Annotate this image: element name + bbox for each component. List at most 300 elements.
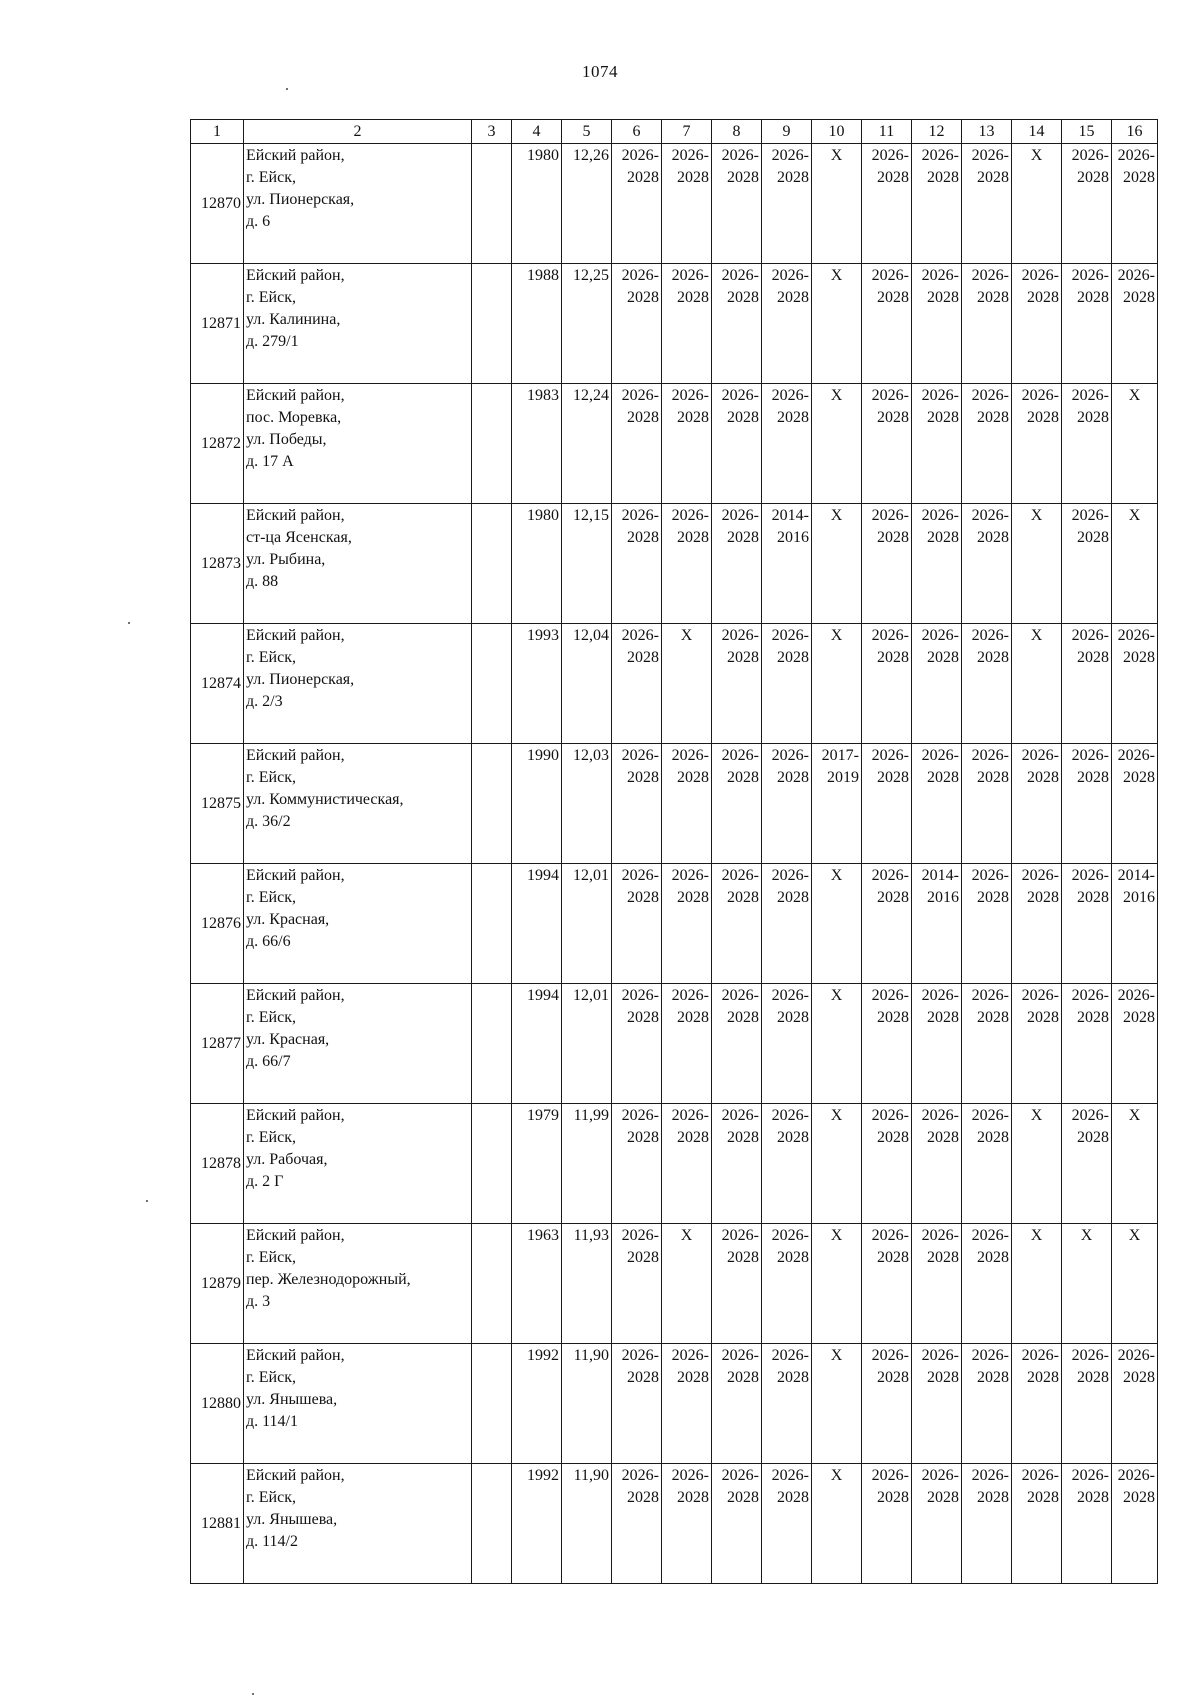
- period-line: 2026-: [971, 507, 1009, 524]
- period-line: 2026-: [971, 867, 1009, 884]
- period-line: 2026-: [871, 1467, 909, 1484]
- period-cell: [712, 1464, 762, 1584]
- period-line: 2028: [977, 529, 1009, 546]
- scan-speck: [286, 88, 288, 90]
- period-line: 2028: [1123, 649, 1155, 666]
- period-line: 2028: [677, 1009, 709, 1026]
- address-line: ул. Янышева,: [246, 1391, 338, 1408]
- period-cell: [1112, 864, 1158, 984]
- period-cell: [962, 1224, 1012, 1344]
- address-line: Ейский район,: [246, 1107, 345, 1124]
- period-cell: [962, 864, 1012, 984]
- period-line: 2017-: [821, 747, 859, 764]
- period-cell: [962, 1464, 1012, 1584]
- table-row: [191, 1344, 1158, 1464]
- period-line: 2028: [927, 649, 959, 666]
- period-line: 2026-: [1071, 1107, 1109, 1124]
- column-3-cell: [472, 1104, 512, 1224]
- period-line: 2026-: [771, 1107, 809, 1124]
- period-line: 2028: [977, 169, 1009, 186]
- record-number: 12873: [191, 504, 244, 624]
- period-line: 2028: [727, 529, 759, 546]
- period-cell: [812, 744, 862, 864]
- period-line: 2028: [727, 1369, 759, 1386]
- period-cell: [762, 1464, 812, 1584]
- period-line: 2028: [727, 169, 759, 186]
- period-line: 2028: [777, 1009, 809, 1026]
- period-line: 2028: [1027, 289, 1059, 306]
- period-line: 2014-: [771, 507, 809, 524]
- period-line: 2028: [677, 529, 709, 546]
- year-cell: 1992: [512, 1344, 562, 1464]
- period-cell: [1062, 384, 1112, 504]
- period-cell: [712, 384, 762, 504]
- address-line: д. 66/7: [246, 1053, 291, 1070]
- address-line: Ейский район,: [246, 267, 345, 284]
- address-line: Ейский район,: [246, 987, 345, 1004]
- period-line: 2028: [727, 889, 759, 906]
- not-applicable-mark: X: [662, 624, 712, 744]
- period-line: 2028: [1077, 529, 1109, 546]
- period-cell: [862, 1464, 912, 1584]
- record-number: 12881: [191, 1464, 244, 1584]
- period-cell: [1062, 744, 1112, 864]
- period-line: 2028: [877, 1249, 909, 1266]
- value-cell: 12,01: [562, 984, 612, 1104]
- address-line: г. Ейск,: [246, 1489, 296, 1506]
- record-number: 12879: [191, 1224, 244, 1344]
- period-line: 2026-: [871, 1227, 909, 1244]
- period-line: 2026-: [721, 267, 759, 284]
- period-line: 2026-: [971, 1347, 1009, 1364]
- period-line: 2028: [727, 649, 759, 666]
- address-line: Ейский район,: [246, 627, 345, 644]
- period-line: 2028: [877, 1489, 909, 1506]
- period-line: 2028: [727, 769, 759, 786]
- address-line: ст-ца Ясенская,: [246, 529, 352, 546]
- period-line: 2026-: [1071, 987, 1109, 1004]
- period-line: 2028: [927, 289, 959, 306]
- period-line: 2028: [777, 1489, 809, 1506]
- not-applicable-mark: X: [812, 624, 862, 744]
- period-cell: [662, 984, 712, 1104]
- record-number: 12872: [191, 384, 244, 504]
- period-cell: [762, 144, 812, 264]
- address-line: ул. Красная,: [246, 911, 330, 928]
- period-cell: [712, 1224, 762, 1344]
- period-cell: [962, 1104, 1012, 1224]
- period-line: 2028: [727, 289, 759, 306]
- not-applicable-mark: X: [1112, 1224, 1158, 1344]
- period-line: 2026-: [971, 747, 1009, 764]
- not-applicable-mark: X: [812, 1224, 862, 1344]
- year-cell: 1979: [512, 1104, 562, 1224]
- period-cell: [1012, 744, 1062, 864]
- address-line: г. Ейск,: [246, 169, 296, 186]
- period-cell: [862, 744, 912, 864]
- address-cell: [244, 744, 472, 864]
- period-line: 2028: [1077, 1009, 1109, 1026]
- period-line: 2028: [927, 1369, 959, 1386]
- period-line: 2026-: [871, 147, 909, 164]
- period-cell: [962, 504, 1012, 624]
- period-cell: [912, 1344, 962, 1464]
- period-cell: [912, 504, 962, 624]
- period-line: 2026-: [621, 1107, 659, 1124]
- period-line: 2028: [877, 169, 909, 186]
- period-cell: [1062, 144, 1112, 264]
- period-cell: [712, 1344, 762, 1464]
- period-line: 2026-: [771, 1467, 809, 1484]
- column-3-cell: [472, 504, 512, 624]
- value-cell: 12,26: [562, 144, 612, 264]
- period-line: 2026-: [771, 1227, 809, 1244]
- not-applicable-mark: X: [812, 1344, 862, 1464]
- period-cell: [662, 1104, 712, 1224]
- record-number: 12871: [191, 264, 244, 384]
- period-line: 2028: [1123, 769, 1155, 786]
- year-cell: 1992: [512, 1464, 562, 1584]
- period-line: 2028: [927, 769, 959, 786]
- address-cell: [244, 1344, 472, 1464]
- record-number: 12870: [191, 144, 244, 264]
- year-cell: 1993: [512, 624, 562, 744]
- period-cell: [1062, 984, 1112, 1104]
- column-header: 3: [472, 120, 512, 144]
- period-line: 2028: [1027, 1369, 1059, 1386]
- table-row: [191, 744, 1158, 864]
- period-line: 2028: [877, 769, 909, 786]
- period-line: 2016: [927, 889, 959, 906]
- value-cell: 12,04: [562, 624, 612, 744]
- address-line: д. 66/6: [246, 933, 291, 950]
- address-line: ул. Пионерская,: [246, 671, 355, 688]
- period-line: 2028: [1123, 1369, 1155, 1386]
- table-row: [191, 1104, 1158, 1224]
- table-row: [191, 504, 1158, 624]
- period-line: 2026-: [1021, 1467, 1059, 1484]
- address-line: Ейский район,: [246, 747, 345, 764]
- year-cell: 1963: [512, 1224, 562, 1344]
- period-cell: [862, 864, 912, 984]
- period-line: 2026-: [1071, 147, 1109, 164]
- column-number-header-row: [191, 120, 1158, 144]
- period-cell: [912, 624, 962, 744]
- period-line: 2026-: [921, 387, 959, 404]
- period-line: 2026-: [671, 1467, 709, 1484]
- period-cell: [1062, 624, 1112, 744]
- period-line: 2026-: [671, 1347, 709, 1364]
- period-line: 2028: [777, 649, 809, 666]
- period-cell: [712, 864, 762, 984]
- period-line: 2028: [1027, 409, 1059, 426]
- address-line: д. 114/1: [246, 1413, 298, 1430]
- period-cell: [712, 624, 762, 744]
- period-line: 2026-: [671, 987, 709, 1004]
- period-cell: [1012, 1464, 1062, 1584]
- period-line: 2028: [677, 169, 709, 186]
- value-cell: 11,99: [562, 1104, 612, 1224]
- column-header: 9: [762, 120, 812, 144]
- table-row: [191, 624, 1158, 744]
- period-line: 2026-: [921, 1347, 959, 1364]
- period-cell: [1112, 264, 1158, 384]
- period-cell: [662, 384, 712, 504]
- period-cell: [962, 264, 1012, 384]
- address-line: г. Ейск,: [246, 1369, 296, 1386]
- period-cell: [862, 1104, 912, 1224]
- period-cell: [612, 384, 662, 504]
- period-cell: [1112, 984, 1158, 1104]
- period-line: 2028: [877, 649, 909, 666]
- period-line: 2028: [927, 169, 959, 186]
- period-cell: [712, 504, 762, 624]
- period-line: 2028: [727, 1489, 759, 1506]
- address-line: д. 2/3: [246, 693, 283, 710]
- address-cell: [244, 144, 472, 264]
- period-line: 2026-: [771, 147, 809, 164]
- period-cell: [1062, 1104, 1112, 1224]
- period-line: 2026-: [921, 1467, 959, 1484]
- period-line: 2028: [777, 1249, 809, 1266]
- period-line: 2028: [727, 1249, 759, 1266]
- period-line: 2026-: [971, 1467, 1009, 1484]
- period-line: 2028: [927, 1249, 959, 1266]
- period-cell: [912, 1224, 962, 1344]
- housing-registry-table: [190, 119, 1158, 1584]
- period-line: 2026-: [671, 387, 709, 404]
- address-line: Ейский район,: [246, 1467, 345, 1484]
- period-line: 2028: [1027, 1489, 1059, 1506]
- address-line: Ейский район,: [246, 387, 345, 404]
- not-applicable-mark: X: [1012, 1104, 1062, 1224]
- period-line: 2026-: [871, 987, 909, 1004]
- period-line: 2028: [627, 769, 659, 786]
- address-line: д. 2 Г: [246, 1173, 284, 1190]
- period-line: 2026-: [621, 747, 659, 764]
- period-line: 2026-: [1021, 267, 1059, 284]
- address-line: д. 3: [246, 1293, 271, 1310]
- value-cell: 12,24: [562, 384, 612, 504]
- period-line: 2026-: [771, 267, 809, 284]
- period-line: 2026-: [921, 1227, 959, 1244]
- period-line: 2026-: [721, 867, 759, 884]
- period-cell: [612, 1464, 662, 1584]
- address-cell: [244, 1464, 472, 1584]
- period-line: 2026-: [721, 1227, 759, 1244]
- period-line: 2028: [1027, 889, 1059, 906]
- period-line: 2026-: [1117, 987, 1155, 1004]
- period-line: 2026-: [871, 627, 909, 644]
- period-line: 2016: [1123, 889, 1155, 906]
- period-line: 2028: [677, 1489, 709, 1506]
- period-line: 2026-: [871, 1347, 909, 1364]
- period-cell: [712, 1104, 762, 1224]
- column-3-cell: [472, 744, 512, 864]
- period-line: 2026-: [721, 1107, 759, 1124]
- period-cell: [862, 504, 912, 624]
- address-line: Ейский район,: [246, 867, 345, 884]
- address-line: г. Ейск,: [246, 889, 296, 906]
- period-line: 2026-: [971, 1227, 1009, 1244]
- period-line: 2028: [627, 409, 659, 426]
- address-line: г. Ейск,: [246, 769, 296, 786]
- value-cell: 11,90: [562, 1464, 612, 1584]
- address-line: д. 88: [246, 573, 279, 590]
- not-applicable-mark: X: [812, 1104, 862, 1224]
- period-cell: [1012, 384, 1062, 504]
- period-line: 2028: [977, 889, 1009, 906]
- period-line: 2028: [627, 1369, 659, 1386]
- period-line: 2028: [777, 1129, 809, 1146]
- period-cell: [662, 1464, 712, 1584]
- address-line: г. Ейск,: [246, 1249, 296, 1266]
- period-line: 2026-: [1071, 867, 1109, 884]
- period-line: 2026-: [621, 1227, 659, 1244]
- address-cell: [244, 504, 472, 624]
- period-line: 2026-: [721, 147, 759, 164]
- period-cell: [762, 744, 812, 864]
- period-line: 2026-: [771, 747, 809, 764]
- period-cell: [862, 1224, 912, 1344]
- period-line: 2026-: [971, 267, 1009, 284]
- record-number: 12880: [191, 1344, 244, 1464]
- period-line: 2026-: [871, 387, 909, 404]
- year-cell: 1990: [512, 744, 562, 864]
- period-line: 2026-: [721, 1347, 759, 1364]
- period-line: 2028: [627, 1249, 659, 1266]
- period-line: 2028: [877, 409, 909, 426]
- period-line: 2026-: [871, 1107, 909, 1124]
- not-applicable-mark: X: [812, 984, 862, 1104]
- period-line: 2028: [777, 1369, 809, 1386]
- period-cell: [962, 624, 1012, 744]
- period-line: 2026-: [771, 867, 809, 884]
- period-line: 2026-: [621, 387, 659, 404]
- page-number: 1074: [582, 62, 618, 81]
- period-cell: [912, 384, 962, 504]
- address-line: г. Ейск,: [246, 1129, 296, 1146]
- year-cell: 1988: [512, 264, 562, 384]
- period-line: 2026-: [671, 1107, 709, 1124]
- period-line: 2028: [777, 769, 809, 786]
- period-line: 2026-: [871, 507, 909, 524]
- value-cell: 12,25: [562, 264, 612, 384]
- period-line: 2028: [977, 769, 1009, 786]
- address-line: Ейский район,: [246, 1347, 345, 1364]
- period-cell: [1012, 264, 1062, 384]
- record-number: 12875: [191, 744, 244, 864]
- period-cell: [962, 144, 1012, 264]
- period-line: 2026-: [921, 1107, 959, 1124]
- period-cell: [662, 504, 712, 624]
- period-cell: [612, 264, 662, 384]
- address-cell: [244, 264, 472, 384]
- period-line: 2026-: [971, 387, 1009, 404]
- address-line: д. 114/2: [246, 1533, 298, 1550]
- period-line: 2026-: [1117, 1467, 1155, 1484]
- period-line: 2026-: [671, 867, 709, 884]
- period-cell: [1062, 504, 1112, 624]
- period-line: 2026-: [921, 987, 959, 1004]
- not-applicable-mark: X: [1012, 144, 1062, 264]
- period-cell: [862, 1344, 912, 1464]
- period-line: 2028: [727, 409, 759, 426]
- value-cell: 12,15: [562, 504, 612, 624]
- column-3-cell: [472, 984, 512, 1104]
- column-header: 10: [812, 120, 862, 144]
- address-line: ул. Победы,: [246, 431, 327, 448]
- period-line: 2016: [777, 529, 809, 546]
- period-line: 2028: [877, 889, 909, 906]
- period-cell: [912, 984, 962, 1104]
- period-line: 2026-: [1021, 1347, 1059, 1364]
- period-line: 2026-: [971, 627, 1009, 644]
- period-line: 2028: [927, 1129, 959, 1146]
- period-line: 2028: [677, 409, 709, 426]
- period-line: 2026-: [621, 987, 659, 1004]
- address-line: д. 36/2: [246, 813, 291, 830]
- period-cell: [1112, 624, 1158, 744]
- period-line: 2026-: [971, 1107, 1009, 1124]
- period-line: 2026-: [721, 627, 759, 644]
- period-line: 2028: [627, 529, 659, 546]
- period-cell: [862, 984, 912, 1104]
- period-cell: [762, 624, 812, 744]
- period-cell: [712, 144, 762, 264]
- period-line: 2026-: [971, 147, 1009, 164]
- scan-speck: [128, 622, 130, 624]
- table-row: [191, 264, 1158, 384]
- column-header: 1: [191, 120, 244, 144]
- record-number: 12878: [191, 1104, 244, 1224]
- period-line: 2028: [627, 169, 659, 186]
- period-cell: [912, 264, 962, 384]
- period-cell: [962, 384, 1012, 504]
- column-3-cell: [472, 264, 512, 384]
- period-line: 2026-: [1117, 267, 1155, 284]
- period-cell: [762, 384, 812, 504]
- period-cell: [1112, 144, 1158, 264]
- address-line: ул. Калинина,: [246, 311, 341, 328]
- period-line: 2026-: [721, 987, 759, 1004]
- period-line: 2028: [1077, 889, 1109, 906]
- period-line: 2028: [877, 289, 909, 306]
- period-line: 2026-: [621, 507, 659, 524]
- period-line: 2028: [1077, 289, 1109, 306]
- column-header: 8: [712, 120, 762, 144]
- period-line: 2026-: [671, 147, 709, 164]
- period-line: 2028: [877, 529, 909, 546]
- period-line: 2014-: [1117, 867, 1155, 884]
- column-header: 13: [962, 120, 1012, 144]
- period-line: 2028: [927, 529, 959, 546]
- column-header: 2: [244, 120, 472, 144]
- not-applicable-mark: X: [1112, 384, 1158, 504]
- period-cell: [712, 264, 762, 384]
- period-cell: [612, 984, 662, 1104]
- year-cell: 1994: [512, 864, 562, 984]
- not-applicable-mark: X: [812, 1464, 862, 1584]
- period-line: 2026-: [871, 867, 909, 884]
- value-cell: 12,03: [562, 744, 612, 864]
- period-line: 2028: [927, 1489, 959, 1506]
- period-line: 2026-: [1021, 387, 1059, 404]
- period-line: 2028: [1027, 1009, 1059, 1026]
- period-cell: [612, 1224, 662, 1344]
- period-cell: [1012, 864, 1062, 984]
- period-cell: [762, 984, 812, 1104]
